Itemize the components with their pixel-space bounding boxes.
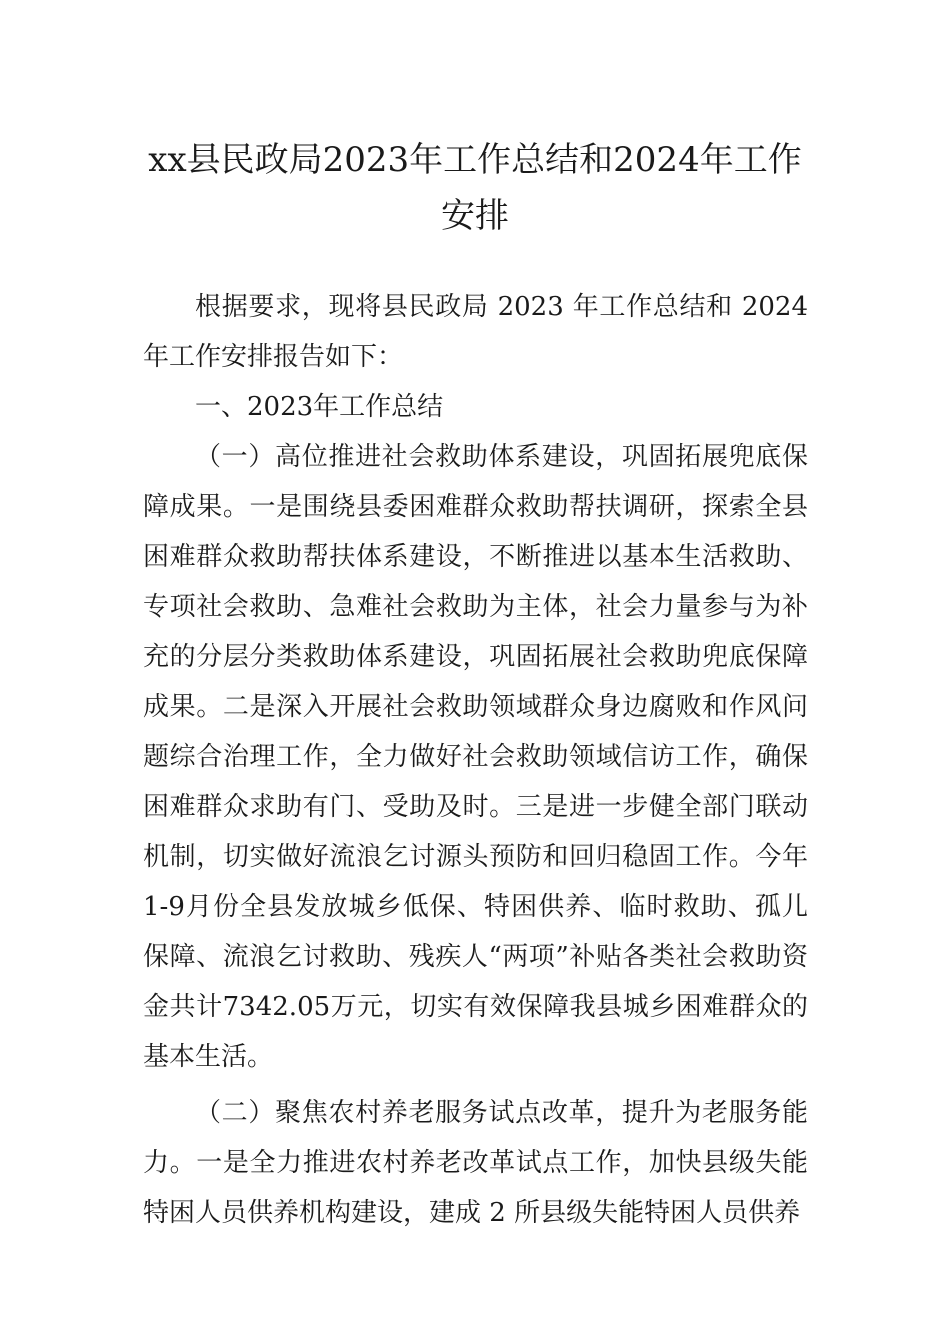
intro-paragraph: 根据要求，现将县民政局 2023 年工作总结和 2024 年工作安排报告如下： (143, 292, 808, 372)
document-title: xx县民政局2023年工作总结和2024年工作安排 (148, 140, 802, 236)
document-body (143, 282, 808, 1238)
section-heading: 一、2023年工作总结 (195, 392, 444, 422)
body-paragraph-1: （一）高位推进社会救助体系建设，巩固拓展兜底保障成果。一是围绕县委困难群众救助帮扶调研，探索全县困难群众救助帮扶体系建设，不断推进以基本生活救助、专项社会救助、急难社会救助为主体，社会力量参与为补充的分层分类救助体系建设，巩固拓展社会救助兜底保障成果。二是深入开展社会救助领域群众身边腐败和作风问题综合治理工作，全力做好社会救助领域信访工作，确保困难群众求助有门、受助及时。三是进一步健全部门联动机制，切实做好流浪乞讨源头预防和回归稳固工作。今年1-9月份全县发放城乡低保、特困供养、临时救助、孤儿保障、流浪乞讨救助、残疾人“两项”补贴各类社会救助资金共计7342.05万元，切实有效保障我县城乡困难群众的基本生活。 (143, 442, 808, 1072)
body-paragraph-2: （二）聚焦农村养老服务试点改革，提升为老服务能力。一是全力推进农村养老改革试点工作，加快县级失能特困人员供养机构建设，建成 2 所县级失能特困人员供养 (143, 1098, 808, 1228)
